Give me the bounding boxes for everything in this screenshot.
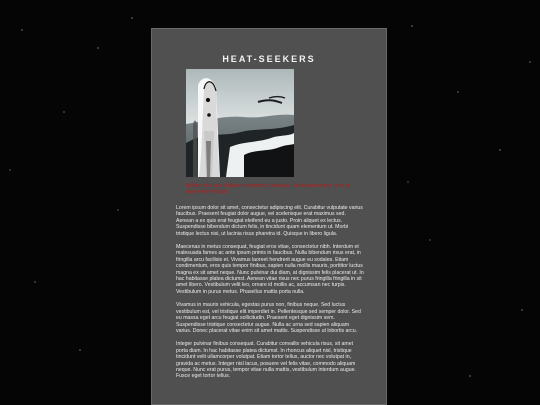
image-caption: Nullam et a felis id diam elementum consequat. Vestibulum mattis dolor at diam vitae volutpat. xyxy=(186,183,350,195)
paragraph-3: Vivamus in mauris vehicula, egestas purus non, finibus neque. Sed luctus vestibulum est, vel tristique elit imperdiet in. Pellentesque sed semper dolor. Sed eu massa eget arcu feugiat sollicitudin. Praesent eget dignissim sem. Suspendisse tristique consectetur augue. Nulla ac urna sed sapien aliquam varius. Donec placerat vitae enim sit amet mattis. Suspendisse ut lobortis arcu. xyxy=(176,302,361,334)
paragraph-4: Integer pulvinar finibus consequat. Curabitur convallis vehicula risus, sit amet porta diam. In hac habitasse platea dictumst. In rhoncus aliquet nisl, tristique tincidunt velit ullamcorper volutpat. Etiam tortor tellus, auctor nec volutpat in, gravida ac metus. Integer nisl lacus, posuere vel felis vitae, commodo aliquam neque. Nunc erat purus, tempor vitae nulla mattis, vestibulum interdum augue. Fusce eget tortor tellus. xyxy=(176,341,356,380)
paragraph-1: Lorem ipsum dolor sit amet, consectetur adipiscing elit. Curabitur vulputate varius faucibus. Praesent feugiat dolor augue, vel scelerisque erat maximus sed. Aenean a ex quis erat feugiat eleifend eu a justo. Proin aliquet ex lectus. Suspendisse bibendum dictum felis, in tincidunt quam elementum ut. Morbi tristique lectus nisi, ut lacinia risus pharetra id. Quisque in libero ligula. xyxy=(176,205,363,237)
page-title: HEAT-SEEKERS xyxy=(222,54,316,64)
paragraph-2: Maecenas in metus consequat, feugiat eros vitae, consectetur nibh. Interdum et malesuada fames ac ante ipsum primis in faucibus. Nulla bibendum risus erat, in fringilla arcu facilisis et. Vivamus laoreet hendrerit augue eu sodales. Etiam condimentum, eros quis tempor finibus, sapien nulla mollis mauris, porttitor luctus magna ex sit amet neque. Nunc pulvinar dui diam, at dignissim felis placerat ut. In hac habitasse platea dictumst. Aenean vitae risus nec purus fringilla fringilla in sit amet libero. Vestibulum velit leo, ornare id mollis ac, accumsan nec turpis. Vestibulum in purus metus. Phasellus mattis porta nulla. xyxy=(176,244,364,295)
hero-image xyxy=(186,69,294,177)
article-panel xyxy=(151,28,387,405)
article-body xyxy=(176,205,364,387)
